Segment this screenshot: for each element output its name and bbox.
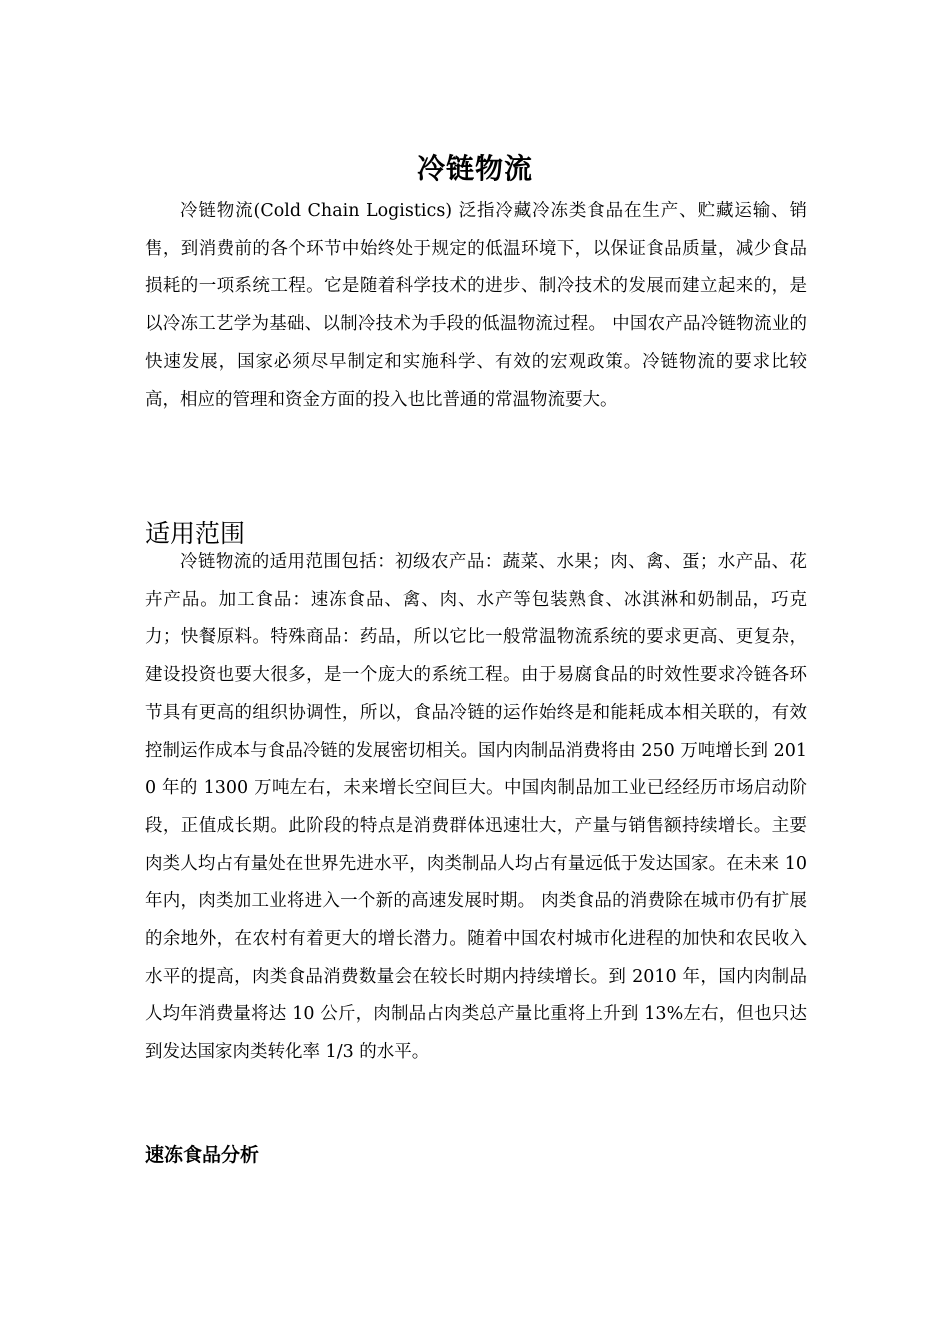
intro-paragraph: 冷链物流(Cold Chain Logistics) 泛指冷藏冷冻类食品在生产、贮藏运输、销售，到消费前的各个环节中始终处于规定的低温环境下，以保证食品质量，减少食品损耗的一项系统工程。它是随着科学技术的进步、制冷技术的发展而建立起来的，是以冷冻工艺学为基础、以制冷技术为手段的低温物流过程。 中国农产品冷链物流业的快速发展，国家必须尽早制定和实施科学、有效的宏观政策。冷链物流的要求比较高，相应的管理和资金方面的投入也比普通的常温物流要大。 [145, 201, 807, 410]
section-heading-frozen-food: 速冻食品分析 [145, 1144, 260, 1166]
document-title: 冷链物流 [416, 151, 533, 185]
scope-paragraph: 冷链物流的适用范围包括：初级农产品：蔬菜、水果；肉、禽、蛋；水产品、花卉产品。加工食品：速冻食品、禽、肉、水产等包装熟食、冰淇淋和奶制品，巧克力；快餐原料。特殊商品：药品，所以它比一般常温物流系统的要求更高、更复杂，建设投资也要大很多，是一个庞大的系统工程。由于易腐食品的时效性要求冷链各环节具有更高的组织协调性，所以，食品冷链的运作始终是和能耗成本相关联的，有效控制运作成本与食品冷链的发展密切相关。国内肉制品消费将由 250 万吨增长到 2010 年的 1300 万吨左右，未来增长空间巨大。中国肉制品加工业已经经历市场启动阶段，正值成长期。此阶段的特点是消费群体迅速壮大，产量与销售额持续增长。主要肉类人均占有量处在世界先进水平，肉类制品人均占有量远低于发达国家。在未来 10 年内，肉类加工业将进入一个新的高速发展时期。 肉类食品的消费除在城市仍有扩展的余地外，在农村有着更大的增长潜力。随着中国农村城市化进程的加快和农民收入水平的提高，肉类食品消费数量会在较长时期内持续增长。到 2010 年，国内肉制品人均年消费量将达 10 公斤，肉制品占肉类总产量比重将上升到 13%左右，但也只达到发达国家肉类转化率 1/3 的水平。 [145, 552, 807, 1063]
section-heading-scope: 适用范围 [145, 518, 246, 548]
